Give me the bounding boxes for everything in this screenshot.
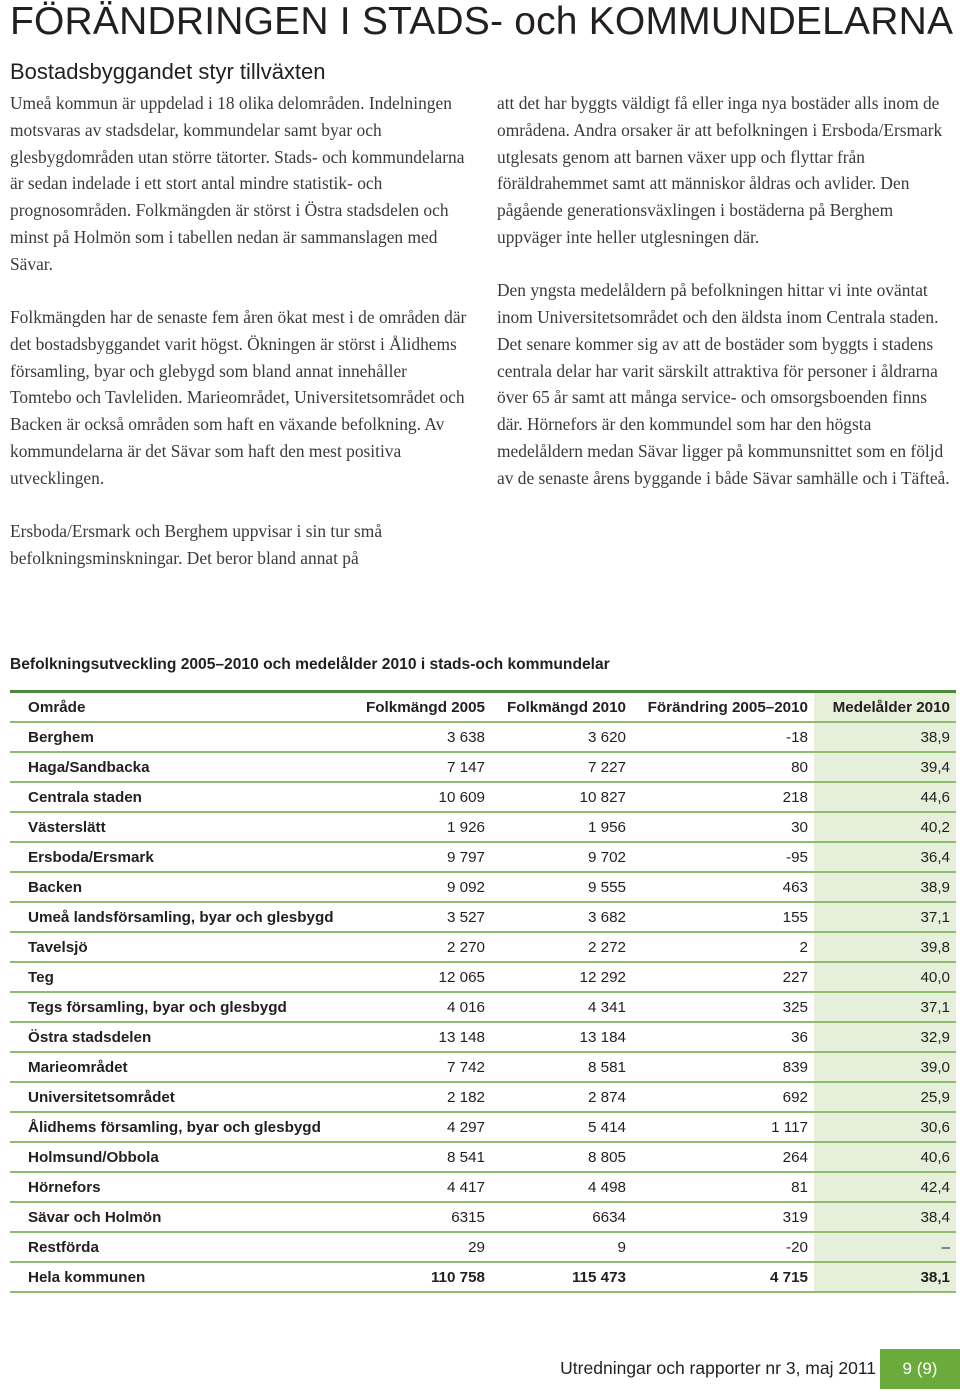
cell-forandring: 81 [632,1172,814,1202]
cell-forandring: 264 [632,1142,814,1172]
cell-folkmangd-2010: 3 682 [491,902,632,932]
cell-folkmangd-2010: 8 581 [491,1052,632,1082]
cell-medelalder: 39,0 [814,1052,956,1082]
cell-folkmangd-2005: 9 092 [350,872,491,902]
cell-medelalder: 30,6 [814,1112,956,1142]
cell-medelalder: 37,1 [814,992,956,1022]
text-column-right [497,90,952,518]
cell-forandring: 325 [632,992,814,1022]
cell-medelalder: 39,8 [814,932,956,962]
cell-medelalder: 25,9 [814,1082,956,1112]
cell-folkmangd-2005: 2 270 [350,932,491,962]
table-row [10,812,956,842]
table-row [10,902,956,932]
cell-omrade: Ålidhems församling, byar och glesbygd [10,1112,350,1142]
table-row [10,752,956,782]
table-row [10,1112,956,1142]
cell-folkmangd-2010: 2 874 [491,1082,632,1112]
cell-folkmangd-2005: 4 417 [350,1172,491,1202]
cell-omrade: Berghem [10,722,350,752]
cell-folkmangd-2010: 5 414 [491,1112,632,1142]
cell-medelalder: 40,6 [814,1142,956,1172]
cell-folkmangd-2010: 10 827 [491,782,632,812]
cell-folkmangd-2010: 13 184 [491,1022,632,1052]
paragraph: Den yngsta medelåldern på befolkningen hittar vi inte oväntat inom Universitetsområdet och den äldsta inom Centrala staden. Det senare kommer sig av att de bostäder som byggts i stadens centrala delar har varit särskilt attraktiva för personer i åldrarna över 65 år samt att många service- och omsorgsboenden finns där. Hörnefors är den kommundel som har den högsta medelåldern medan Sävar ligger på kommunsnittet som en följd av de senaste årens byggande i både Sävar samhälle och i Täfteå. [497,280,950,488]
table-row [10,1022,956,1052]
cell-forandring: 36 [632,1022,814,1052]
cell-medelalder: 32,9 [814,1022,956,1052]
text-column-left [10,90,470,598]
cell-medelalder: 39,4 [814,752,956,782]
cell-folkmangd-2010: 9 [491,1232,632,1262]
table-row [10,962,956,992]
header-forandring: Förändring 2005–2010 [632,692,814,723]
cell-medelalder: 38,9 [814,872,956,902]
cell-omrade: Holmsund/Obbola [10,1142,350,1172]
table-row [10,842,956,872]
table-title: Befolkningsutveckling 2005–2010 och medelålder 2010 i stads-och kommundelar [10,656,610,673]
cell-forandring: 839 [632,1052,814,1082]
cell-folkmangd-2010: 1 956 [491,812,632,842]
cell-omrade: Haga/Sandbacka [10,752,350,782]
cell-forandring: 80 [632,752,814,782]
cell-omrade: Östra stadsdelen [10,1022,350,1052]
cell-omrade: Backen [10,872,350,902]
cell-medelalder: 44,6 [814,782,956,812]
cell-folkmangd-2005: 2 182 [350,1082,491,1112]
cell-medelalder: 38,1 [814,1262,956,1292]
table-body [10,722,956,1292]
cell-omrade: Hörnefors [10,1172,350,1202]
cell-forandring: 218 [632,782,814,812]
population-table-container [10,690,956,1293]
cell-folkmangd-2010: 4 498 [491,1172,632,1202]
cell-medelalder: 38,4 [814,1202,956,1232]
cell-omrade: Centrala staden [10,782,350,812]
population-table [10,690,956,1293]
cell-medelalder: 37,1 [814,902,956,932]
table-row [10,872,956,902]
header-omrade: Område [10,692,350,723]
cell-forandring: 463 [632,872,814,902]
cell-medelalder: 40,0 [814,962,956,992]
cell-folkmangd-2005: 3 638 [350,722,491,752]
cell-folkmangd-2005: 4 297 [350,1112,491,1142]
publication-footer: Utredningar och rapporter nr 3, maj 2011 [560,1358,876,1378]
cell-folkmangd-2005: 7 742 [350,1052,491,1082]
page-title: FÖRÄNDRINGEN I STADS- och KOMMUNDELARNA [10,0,954,43]
cell-folkmangd-2005: 29 [350,1232,491,1262]
table-row [10,1142,956,1172]
cell-forandring: 155 [632,902,814,932]
cell-folkmangd-2010: 4 341 [491,992,632,1022]
cell-omrade: Teg [10,962,350,992]
table-row [10,782,956,812]
cell-folkmangd-2005: 110 758 [350,1262,491,1292]
cell-omrade: Hela kommunen [10,1262,350,1292]
header-folkmangd-2010: Folkmängd 2010 [491,692,632,723]
cell-folkmangd-2010: 9 555 [491,872,632,902]
paragraph: att det har byggts väldigt få eller inga nya bostäder alls inom de områdena. Andra orsaker är att befolkningen i Ersboda/Ersmark utglesats genom att barnen växer upp och flyttar från föräldrahemmet samt att människor åldras och avlider. Den pågående generationsväxlingen i bostäderna på Berghem uppväger inte heller utglesningen där. [497,93,943,247]
cell-folkmangd-2005: 6315 [350,1202,491,1232]
cell-folkmangd-2010: 6634 [491,1202,632,1232]
cell-omrade: Universitetsområdet [10,1082,350,1112]
cell-medelalder: – [814,1232,956,1262]
table-row [10,1172,956,1202]
cell-folkmangd-2010: 3 620 [491,722,632,752]
table-row [10,932,956,962]
cell-forandring: -95 [632,842,814,872]
cell-medelalder: 40,2 [814,812,956,842]
cell-omrade: Umeå landsförsamling, byar och glesbygd [10,902,350,932]
cell-folkmangd-2010: 9 702 [491,842,632,872]
header-folkmangd-2005: Folkmängd 2005 [350,692,491,723]
cell-folkmangd-2005: 9 797 [350,842,491,872]
cell-omrade: Sävar och Holmön [10,1202,350,1232]
cell-folkmangd-2010: 12 292 [491,962,632,992]
table-row [10,1202,956,1232]
cell-folkmangd-2005: 8 541 [350,1142,491,1172]
section-subtitle: Bostadsbyggandet styr tillväxten [10,59,326,84]
cell-forandring: -18 [632,722,814,752]
table-total-row [10,1262,956,1292]
cell-forandring: 2 [632,932,814,962]
table-row [10,992,956,1022]
cell-folkmangd-2010: 8 805 [491,1142,632,1172]
cell-omrade: Västerslätt [10,812,350,842]
cell-medelalder: 42,4 [814,1172,956,1202]
cell-forandring: 1 117 [632,1112,814,1142]
cell-forandring: 692 [632,1082,814,1112]
table-header-row [10,692,956,723]
cell-omrade: Ersboda/Ersmark [10,842,350,872]
cell-medelalder: 38,9 [814,722,956,752]
cell-folkmangd-2005: 12 065 [350,962,491,992]
table-row [10,1082,956,1112]
cell-folkmangd-2010: 2 272 [491,932,632,962]
cell-forandring: 319 [632,1202,814,1232]
cell-forandring: -20 [632,1232,814,1262]
paragraph: Umeå kommun är uppdelad i 18 olika delområden. Indelningen motsvaras av stadsdelar, kommundelar samt byar och glesbygdområden utan större tätorter. Stads- och kommundelarna är sedan indelade i ett stort antal mindre statistik- och prognosområden. Folkmängden är störst i Östra stadsdelen och minst på Holmön som i tabellen nedan är sammanslagen med Sävar. [10,93,465,274]
cell-omrade: Restförda [10,1232,350,1262]
table-row [10,1052,956,1082]
header-medelalder: Medelålder 2010 [814,692,956,723]
page-number-badge: 9 (9) [880,1349,960,1389]
cell-omrade: Marieområdet [10,1052,350,1082]
cell-forandring: 30 [632,812,814,842]
cell-forandring: 227 [632,962,814,992]
cell-forandring: 4 715 [632,1262,814,1292]
cell-folkmangd-2010: 115 473 [491,1262,632,1292]
cell-folkmangd-2005: 10 609 [350,782,491,812]
cell-omrade: Tavelsjö [10,932,350,962]
cell-folkmangd-2005: 1 926 [350,812,491,842]
paragraph: Ersboda/Ersmark och Berghem uppvisar i sin tur små befolkningsminskningar. Det beror bland annat på [10,521,383,568]
table-row [10,1232,956,1262]
cell-medelalder: 36,4 [814,842,956,872]
cell-folkmangd-2005: 3 527 [350,902,491,932]
cell-folkmangd-2005: 4 016 [350,992,491,1022]
cell-omrade: Tegs församling, byar och glesbygd [10,992,350,1022]
cell-folkmangd-2005: 13 148 [350,1022,491,1052]
paragraph: Folkmängden har de senaste fem åren ökat mest i de områden där det bostadsbyggandet varit högst. Ökningen är störst i Ålidhems församling, byar och glebygd som bland annat innehåller Tomtebo och Tavleliden. Marieområdet, Universitetsområdet och Backen är också områden som haft en växande befolkning. Av kommundelarna är det Sävar som haft den mest positiva utvecklingen. [10,307,467,488]
cell-folkmangd-2005: 7 147 [350,752,491,782]
cell-folkmangd-2010: 7 227 [491,752,632,782]
table-row [10,722,956,752]
